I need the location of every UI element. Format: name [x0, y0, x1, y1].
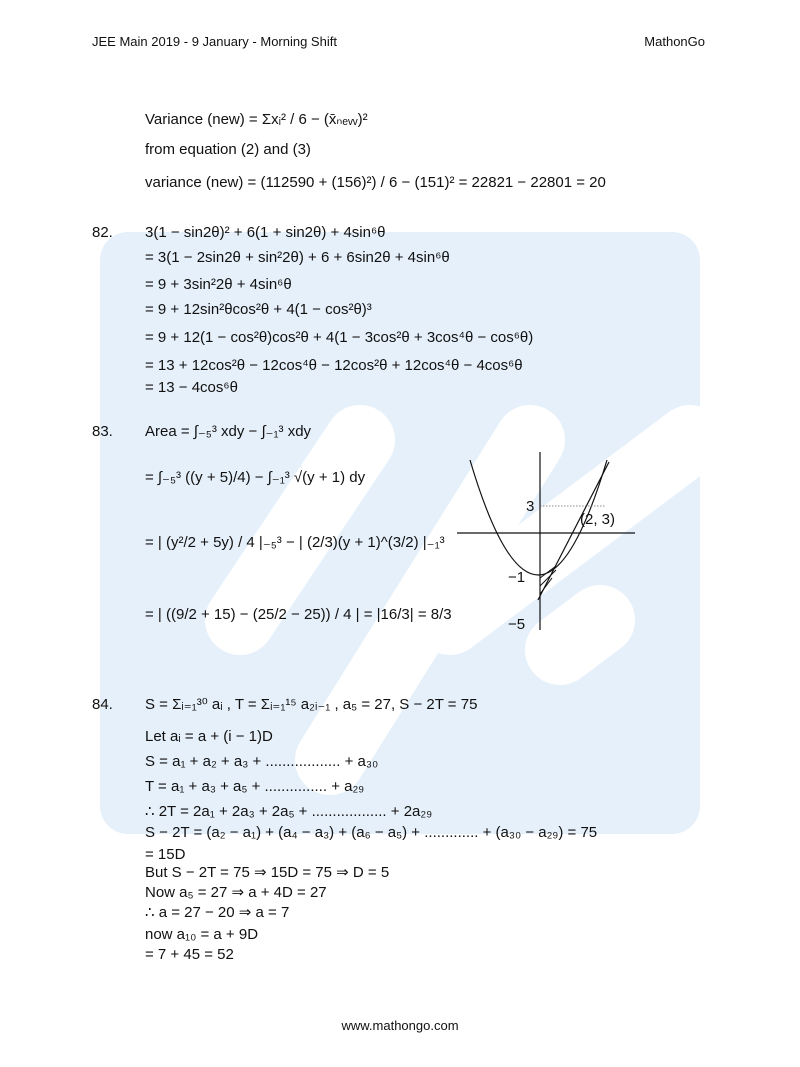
math-line: = 3(1 − 2sin2θ + sin²2θ) + 6 + 6sin2θ + 4sin⁶θ [145, 249, 450, 266]
math-line: S = Σᵢ₌₁³⁰ aᵢ , T = Σᵢ₌₁¹⁵ a₂ᵢ₋₁ , a₅ = 27, S − 2T = 75 [145, 696, 478, 713]
math-line: = 15D [145, 846, 186, 863]
math-line: = | (y²/2 + 5y) / 4 |₋₅³ − | (2/3)(y + 1)^(3/2) |₋₁³ [145, 534, 445, 551]
text-line: from equation (2) and (3) [145, 141, 311, 158]
math-line: = 9 + 12(1 − cos²θ)cos²θ + 4(1 − 3cos²θ + 3cos⁴θ − cos⁶θ) [145, 329, 534, 346]
math-line: = 7 + 45 = 52 [145, 946, 234, 963]
math-line: 3(1 − sin2θ)² + 6(1 + sin2θ) + 4sin⁶θ [145, 224, 386, 241]
graph-label: (2, 3) [580, 511, 616, 528]
math-line: S = a₁ + a₂ + a₃ + .................. + a₃₀ [145, 753, 379, 770]
math-line: S − 2T = (a₂ − a₁) + (a₄ − a₃) + (a₆ − a₅) + ............. + (a₃₀ − a₂₉) = 75 [145, 824, 598, 841]
math-line: now a₁₀ = a + 9D [145, 926, 259, 943]
header-title: JEE Main 2019 - 9 January - Morning Shift [92, 34, 337, 49]
math-line: = 9 + 12sin²θcos²θ + 4(1 − cos²θ)³ [145, 301, 372, 318]
math-line: But S − 2T = 75 ⇒ 15D = 75 ⇒ D = 5 [145, 864, 390, 881]
math-line: = 13 + 12cos²θ − 12cos⁴θ − 12cos²θ + 12cos⁴θ − 4cos⁶θ [145, 357, 523, 374]
math-line: Area = ∫₋₅³ xdy − ∫₋₁³ xdy [145, 423, 312, 440]
math-line: ∴ 2T = 2a₁ + 2a₃ + 2a₅ + .................. + 2a₂₉ [145, 803, 433, 820]
question-number: 84. [92, 696, 113, 713]
header-brand: MathonGo [644, 34, 705, 49]
math-line: Variance (new) = Σxᵢ² / 6 − (x̄ₙₑᵥᵥ)² [145, 111, 368, 128]
footer-url: www.mathongo.com [341, 1018, 459, 1033]
question-number: 83. [92, 423, 113, 440]
math-line: ∴ a = 27 − 20 ⇒ a = 7 [145, 904, 290, 921]
graph-label: 3 [526, 498, 535, 515]
math-line: = 9 + 3sin²2θ + 4sin⁶θ [145, 276, 292, 293]
math-line: = | ((9/2 + 15) − (25/2 − 25)) / 4 | = |16/3| = 8/3 [145, 606, 452, 623]
math-line: = ∫₋₅³ ((y + 5)/4) − ∫₋₁³ √(y + 1) dy [145, 469, 366, 486]
math-line: Now a₅ = 27 ⇒ a + 4D = 27 [145, 884, 327, 901]
math-line: = 13 − 4cos⁶θ [145, 379, 238, 396]
graph-label: −5 [508, 616, 526, 633]
question-number: 82. [92, 224, 113, 241]
math-line: T = a₁ + a₃ + a₅ + ............... + a₂₉ [145, 778, 365, 795]
graph-label: −1 [508, 569, 526, 586]
math-line: Let aᵢ = a + (i − 1)D [145, 728, 273, 745]
math-line: variance (new) = (112590 + (156)²) / 6 − (151)² = 22821 − 22801 = 20 [145, 174, 606, 191]
